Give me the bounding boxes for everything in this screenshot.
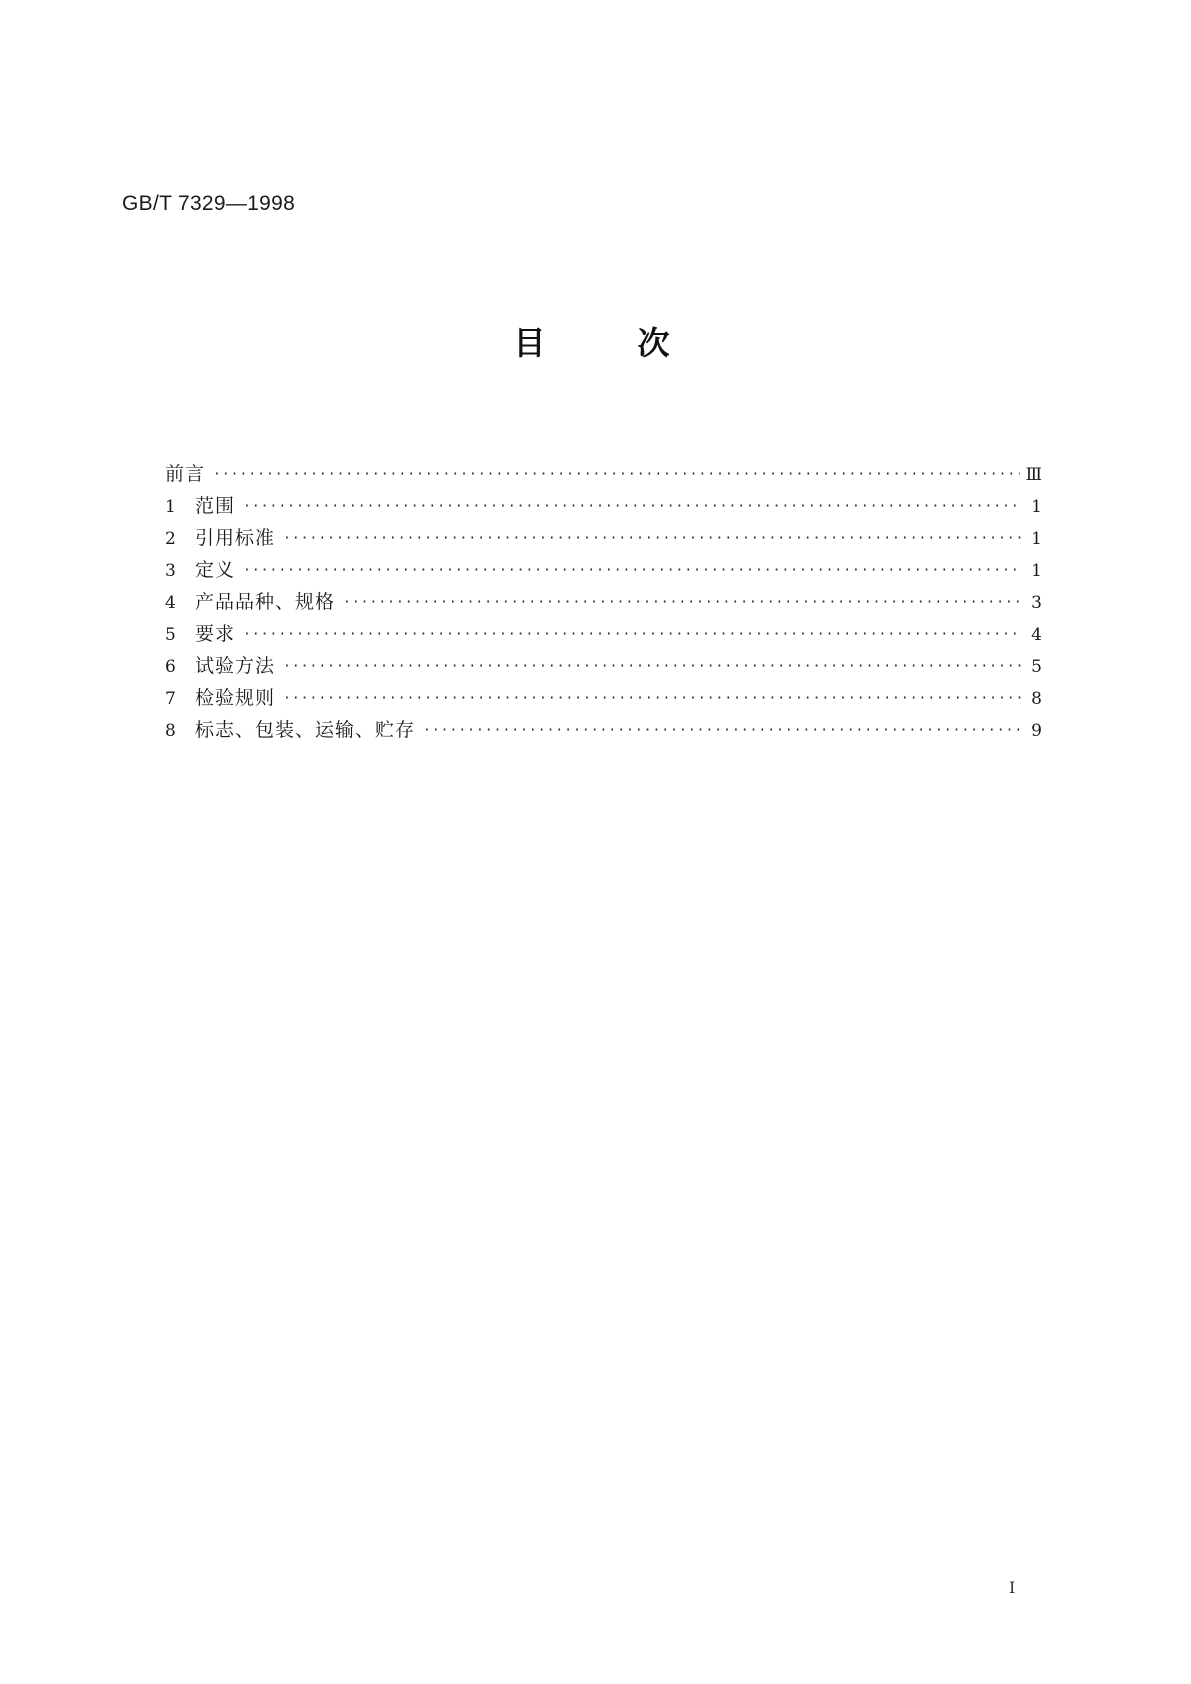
toc-entry-number: 2 <box>165 529 176 549</box>
toc-entry-page: 5 <box>1031 657 1042 677</box>
toc-entry[interactable] <box>165 650 1042 682</box>
toc-leader-dots <box>283 683 1022 715</box>
toc-entry-number: 3 <box>165 561 176 581</box>
toc-entry-label: 定义 <box>195 559 236 581</box>
toc-entry-label: 产品品种、规格 <box>195 591 336 613</box>
standard-code: GB/T 7329—1998 <box>122 192 296 215</box>
toc-entry-label: 检验规则 <box>195 687 276 709</box>
toc-entry-page: Ⅲ <box>1025 465 1042 485</box>
toc-entry-page: 1 <box>1031 529 1042 549</box>
toc-leader-dots <box>283 651 1022 683</box>
toc-leader-dots <box>343 587 1022 619</box>
toc-title-char-2: 次 <box>637 324 670 362</box>
toc-entry[interactable] <box>165 714 1042 746</box>
toc-entry-number: 1 <box>165 497 176 517</box>
toc-entry[interactable] <box>165 682 1042 714</box>
toc-title-char-1: 目 <box>513 324 546 362</box>
toc-entry-label: 引用标准 <box>195 527 276 549</box>
toc-entry-page: 1 <box>1031 497 1042 517</box>
toc-entry-preface[interactable] <box>165 458 1042 490</box>
toc-entry-number: 4 <box>165 593 176 613</box>
toc-entry-number: 5 <box>165 625 176 645</box>
toc-entry-number: 6 <box>165 657 176 677</box>
toc-leader-dots <box>243 555 1022 587</box>
toc-leader-dots <box>213 459 1020 491</box>
toc-list <box>165 458 1042 746</box>
toc-entry[interactable] <box>165 586 1042 618</box>
toc-entry-page: 4 <box>1031 625 1042 645</box>
toc-entry-label: 前言 <box>165 463 206 485</box>
toc-title <box>0 318 1191 364</box>
toc-entry-label: 试验方法 <box>195 655 276 677</box>
toc-leader-dots <box>243 619 1022 651</box>
toc-leader-dots <box>243 491 1022 523</box>
toc-entry-label: 范围 <box>195 495 236 517</box>
toc-entry-label: 要求 <box>195 623 236 645</box>
toc-entry-label: 标志、包装、运输、贮存 <box>195 719 416 741</box>
toc-entry-page: 8 <box>1031 689 1042 709</box>
toc-entry[interactable] <box>165 522 1042 554</box>
toc-leader-dots <box>283 523 1022 555</box>
toc-entry[interactable] <box>165 554 1042 586</box>
toc-entry-page: 9 <box>1031 721 1042 741</box>
toc-leader-dots <box>423 715 1022 747</box>
toc-entry-number: 8 <box>165 721 176 741</box>
toc-entry[interactable] <box>165 490 1042 522</box>
toc-entry[interactable] <box>165 618 1042 650</box>
page-number: I <box>1009 1578 1016 1597</box>
toc-entry-number: 7 <box>165 689 176 709</box>
toc-entry-page: 3 <box>1031 593 1042 613</box>
toc-entry-page: 1 <box>1031 561 1042 581</box>
